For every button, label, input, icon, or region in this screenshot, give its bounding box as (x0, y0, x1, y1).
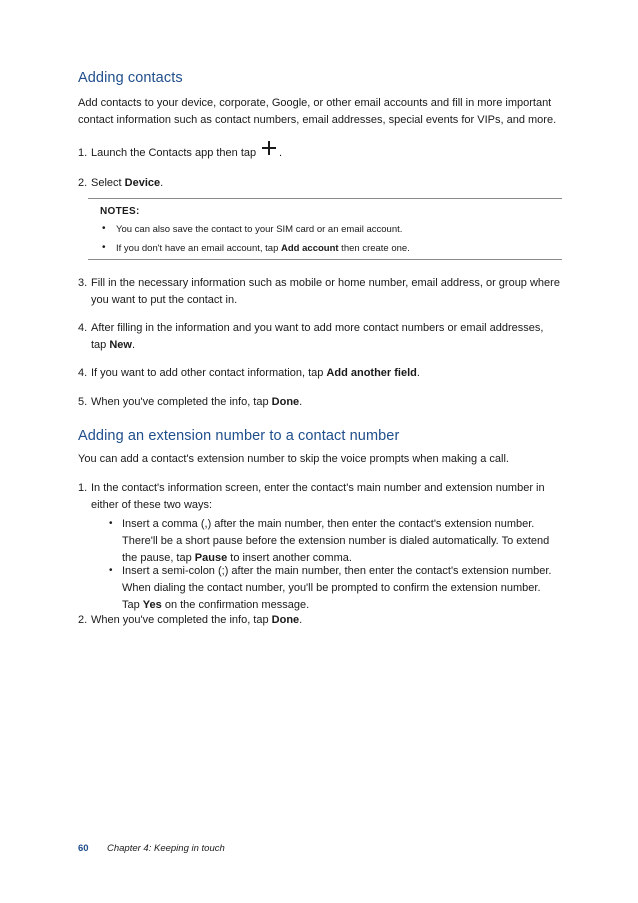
step-3-line1: Fill in the necessary information such as mobile or home number, email address, or group where (91, 277, 560, 289)
page-number: 60 (78, 843, 89, 854)
note-bullet-2: • (102, 242, 106, 253)
step-1-text: Launch the Contacts app then tap (91, 147, 257, 159)
step-1-period: . (279, 147, 283, 159)
s2-step-1-line2: either of these two ways: (91, 499, 213, 511)
bullet-2-line2: When dialing the contact number, you'll be prompted to confirm the extension number. (122, 582, 541, 594)
section2-intro: You can add a contact's extension number to skip the voice prompts when making a call. (78, 453, 509, 465)
step-number: 1. (78, 147, 88, 159)
bullet-2: • (109, 565, 113, 576)
step-4b-number: 4. (78, 367, 88, 379)
step-4b-bold: Add another field (326, 367, 417, 379)
chapter-title: Chapter 4: Keeping in touch (107, 843, 225, 854)
bullet-1-line2: There'll be a short pause before the extension number is dialed automatically. To extend (122, 535, 550, 547)
step-3-number: 3. (78, 277, 88, 289)
note-1: You can also save the contact to your SIM card or an email account. (116, 224, 403, 235)
bullet-1-bold: Pause (194, 552, 228, 564)
step-5-pre: When you've completed the info, tap (91, 396, 272, 408)
plus-icon (262, 141, 276, 155)
bullet-2-post: on the confirmation message. (161, 599, 310, 611)
step-5-number: 5. (78, 396, 88, 408)
note-2-post: then create one. (338, 243, 410, 254)
s2-step-2-number: 2. (78, 614, 88, 626)
note-2 (116, 243, 410, 254)
s2-step-1-line1: In the contact's information screen, enter the contact's main number and extension number in (91, 482, 545, 494)
step-2-post: . (160, 177, 164, 189)
step-4a-post: . (131, 339, 136, 351)
step-4a-bold: New (109, 339, 132, 351)
step-4a-pre: tap (91, 339, 110, 351)
note-2-pre: If you don't have an email account, tap (116, 243, 282, 254)
step-2 (78, 175, 87, 192)
section-heading-adding-contacts: Adding contacts (78, 70, 183, 86)
s2-step-2-bold: Done (271, 614, 300, 626)
step-5-text (91, 394, 302, 411)
step-4a-number: 4. (78, 322, 88, 334)
step-5-bold: Done (271, 396, 300, 408)
step-4b-post: . (416, 367, 420, 379)
step-4a-line1: After filling in the information and you want to add more contact numbers or email addresses, (91, 322, 544, 334)
step-3-line2: you want to put the contact in. (91, 294, 238, 306)
step-2-bold: Device (124, 177, 161, 189)
note-2-bold: Add account (281, 243, 339, 254)
bullet-1-line1: Insert a comma (,) after the main number, then enter the contact's extension number. (122, 518, 535, 530)
s2-step-1-number: 1. (78, 482, 88, 494)
s2-step-2-text (91, 612, 302, 629)
notes-top-rule (88, 198, 562, 199)
step-5-post: . (299, 396, 303, 408)
step-4a-line2 (91, 337, 135, 354)
notes-bottom-rule (88, 259, 562, 260)
section1-intro-line2: contact information such as contact numbers, email addresses, special events for VIPs, and more. (78, 114, 557, 126)
bullet-2-line1: Insert a semi-colon (;) after the main number, then enter the contact's extension number. (122, 565, 552, 577)
step-4b-pre: If you want to add other contact information, tap (91, 367, 327, 379)
note-bullet-1: • (102, 223, 106, 234)
section-heading-extension-number: Adding an extension number to a contact number (78, 428, 400, 444)
bullet-1-post: to insert another comma. (227, 552, 352, 564)
bullet-1-pre: the pause, tap (122, 552, 195, 564)
bullet-2-pre: Tap (122, 599, 143, 611)
step-2-text (91, 175, 163, 192)
s2-step-2-pre: When you've completed the info, tap (91, 614, 272, 626)
step-number: 2. (78, 177, 88, 189)
section1-intro-line1: Add contacts to your device, corporate, Google, or other email accounts and fill in more important (78, 97, 552, 109)
step-1 (78, 145, 87, 162)
s2-step-2-post: . (299, 614, 303, 626)
step-4b-text (91, 365, 420, 382)
notes-title: NOTES: (100, 206, 140, 217)
bullet-2-bold: Yes (142, 599, 162, 611)
bullet-1: • (109, 518, 113, 529)
step-2-pre: Select (91, 177, 125, 189)
